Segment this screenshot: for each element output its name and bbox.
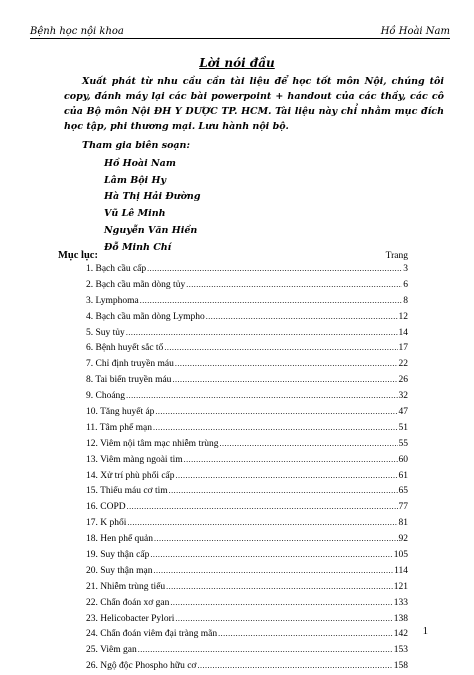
toc-entry-label: 5. Suy tủy: [86, 327, 125, 338]
toc-entry[interactable]: [86, 388, 408, 404]
toc-leader-dots: [127, 515, 397, 531]
toc-entry-label: 7. Chỉ định truyền máu: [86, 359, 174, 370]
toc-entry-label: 15. Thiếu máu cơ tim: [86, 486, 168, 497]
toc-entry-page: 138: [393, 613, 408, 624]
toc-entry-label: 19. Suy thận cấp: [86, 550, 150, 561]
toc-entry[interactable]: [86, 293, 408, 309]
toc-entry[interactable]: [86, 261, 408, 277]
toc-entry-label: 16. COPD: [86, 502, 126, 513]
toc-entry[interactable]: [86, 595, 408, 611]
toc-entry-label: 6. Bệnh huyết sắc tố: [86, 343, 164, 354]
toc-entry[interactable]: [86, 436, 408, 452]
toc-leader-dots: [184, 452, 398, 468]
toc-leader-dots: [169, 483, 398, 499]
toc-entry[interactable]: [86, 404, 408, 420]
toc-page-column-label: Trang: [385, 251, 408, 261]
toc-title: Mục lục:: [58, 250, 98, 261]
toc-entry[interactable]: [86, 372, 408, 388]
toc-entry[interactable]: [86, 499, 408, 515]
toc-entry-label: 8. Tai biến truyền máu: [86, 375, 172, 386]
table-of-contents: [86, 261, 408, 674]
page-header: [30, 26, 450, 39]
toc-entry[interactable]: [86, 325, 408, 341]
editor-name: Lâm Bội Hy: [104, 174, 166, 186]
toc-entry-label: 11. Tâm phế mạn: [86, 422, 152, 433]
page-number: 1: [422, 626, 428, 637]
toc-entry-page: 114: [394, 565, 408, 576]
toc-entry-label: 26. Ngộ độc Phospho hữu cơ: [86, 661, 197, 672]
toc-entry[interactable]: [86, 309, 408, 325]
editor-name: Hồ Hoài Nam: [104, 158, 176, 169]
toc-entry-page: 55: [398, 438, 408, 449]
toc-entry-page: 81: [398, 518, 408, 529]
toc-entry-page: 60: [398, 454, 408, 465]
toc-entry[interactable]: [86, 642, 408, 658]
toc-leader-dots: [175, 356, 398, 372]
toc-entry[interactable]: [86, 579, 408, 595]
toc-entry[interactable]: [86, 658, 408, 674]
toc-entry[interactable]: [86, 563, 408, 579]
toc-leader-dots: [186, 277, 402, 293]
toc-entry[interactable]: [86, 611, 408, 627]
toc-entry-page: 65: [398, 486, 408, 497]
toc-leader-dots: [218, 626, 393, 642]
toc-entry-label: 20. Suy thận mạn: [86, 565, 153, 576]
toc-leader-dots: [140, 293, 402, 309]
editors-list: [104, 156, 200, 256]
toc-entry-page: 121: [393, 581, 408, 592]
toc-leader-dots: [138, 642, 393, 658]
toc-entry[interactable]: [86, 483, 408, 499]
toc-entry-page: 26: [398, 375, 408, 386]
intro-paragraph: Xuất phát từ nhu cầu cần tài liệu để học tốt môn Nội, chúng tôi copy, đánh máy lại các bài powerpoint + handout của các thầy, các cô của Bộ môn Nội ĐH Y DƯỢC TP. HCM. Tài liệu này chỉ nhằm mục đích học tập, phi thương mại. Lưu hành nội bộ.: [64, 76, 444, 132]
toc-leader-dots: [197, 658, 392, 674]
toc-entry-page: 158: [393, 661, 408, 672]
toc-leader-dots: [154, 531, 397, 547]
editors-label: Tham gia biên soạn:: [82, 140, 190, 151]
toc-entry-page: 3: [403, 264, 408, 274]
toc-leader-dots: [127, 499, 398, 515]
toc-leader-dots: [154, 563, 394, 579]
toc-entry-page: 32: [398, 391, 408, 402]
toc-leader-dots: [166, 579, 393, 595]
toc-entry-label: 23. Helicobacter Pylori: [86, 613, 175, 624]
toc-entry-page: 6: [403, 279, 408, 290]
toc-entry-label: 9. Choáng: [86, 391, 126, 402]
editor-name: Vũ Lê Minh: [104, 208, 166, 220]
toc-entry-page: 77: [398, 502, 408, 513]
toc-entry-page: 142: [393, 629, 408, 640]
editor-name: Hà Thị Hải Đường: [104, 191, 201, 203]
toc-entry[interactable]: [86, 452, 408, 468]
toc-leader-dots: [155, 404, 397, 420]
toc-entry-page: 47: [398, 407, 408, 418]
toc-entry-label: 1. Bạch cầu cấp: [86, 264, 147, 274]
toc-leader-dots: [170, 595, 392, 611]
toc-entry-label: 18. Hen phế quản: [86, 534, 154, 545]
toc-entry-label: 24. Chẩn đoán viêm đại tràng mãn: [86, 629, 218, 640]
toc-leader-dots: [206, 309, 398, 325]
toc-entry-label: 14. Xử trí phù phổi cấp: [86, 470, 175, 481]
toc-leader-dots: [172, 372, 397, 388]
toc-entry-page: 92: [398, 534, 408, 545]
toc-entry[interactable]: [86, 277, 408, 293]
toc-entry-page: 14: [398, 327, 408, 338]
toc-leader-dots: [220, 436, 398, 452]
toc-entry-page: 133: [393, 597, 408, 608]
editor-name: Nguyễn Văn Hiền: [104, 224, 198, 236]
toc-entry[interactable]: [86, 468, 408, 484]
toc-entry-page: 61: [398, 470, 408, 481]
toc-entry[interactable]: [86, 547, 408, 563]
toc-entry-page: 153: [393, 645, 408, 656]
toc-entry[interactable]: [86, 531, 408, 547]
toc-entry-label: 3. Lymphoma: [86, 295, 139, 306]
toc-entry-page: 8: [403, 295, 408, 306]
toc-entry-label: 17. K phổi: [86, 518, 127, 529]
toc-entry-label: 2. Bạch cầu mãn dòng tủy: [86, 279, 186, 290]
toc-entry[interactable]: [86, 515, 408, 531]
header-author: Hồ Hoài Nam: [380, 26, 450, 37]
toc-entry-label: 22. Chẩn đoán xơ gan: [86, 597, 170, 608]
toc-entry-page: 51: [398, 422, 408, 433]
toc-entry-label: 25. Viêm gan: [86, 645, 137, 656]
header-book-title: Bệnh học nội khoa: [30, 26, 124, 37]
toc-leader-dots: [150, 547, 392, 563]
toc-entry-label: 13. Viêm màng ngoài tim: [86, 454, 183, 465]
toc-entry[interactable]: [86, 356, 408, 372]
toc-entry-label: 4. Bạch cầu mãn dòng Lympho: [86, 311, 205, 322]
toc-entry[interactable]: [86, 420, 408, 436]
toc-leader-dots: [147, 261, 402, 277]
toc-entry[interactable]: [86, 626, 408, 642]
toc-entry-label: 21. Nhiễm trùng tiểu: [86, 581, 166, 592]
toc-entry-label: 10. Tăng huyết áp: [86, 407, 155, 418]
page-title: Lời nói đầu: [199, 56, 275, 70]
toc-leader-dots: [126, 325, 398, 341]
toc-leader-dots: [176, 468, 398, 484]
toc-leader-dots: [164, 340, 397, 356]
toc-leader-dots: [153, 420, 398, 436]
toc-entry-page: 22: [398, 359, 408, 370]
toc-entry-page: 12: [398, 311, 408, 322]
toc-entry-page: 105: [393, 550, 408, 561]
toc-entry-label: 12. Viêm nội tâm mạc nhiễm trùng: [86, 438, 219, 449]
toc-heading-row: [58, 250, 408, 261]
toc-leader-dots: [126, 388, 397, 404]
editor-name: Đỗ Minh Chí: [104, 241, 172, 253]
toc-entry-page: 17: [398, 343, 408, 354]
toc-leader-dots: [175, 611, 392, 627]
toc-entry[interactable]: [86, 340, 408, 356]
